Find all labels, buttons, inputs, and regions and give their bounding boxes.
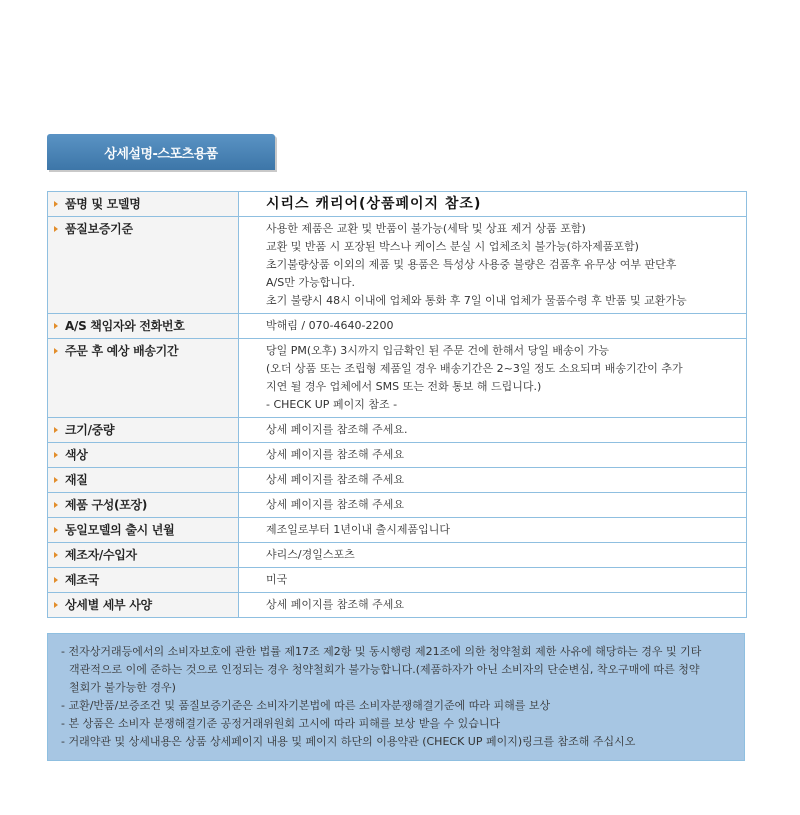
table-row — [48, 418, 747, 443]
row-value-line: 초기불량상품 이외의 제품 및 용품은 특성상 사용중 불량은 검품후 유무상 여부 판단후 — [266, 258, 677, 271]
row-label: 품명 및 모델명 — [65, 197, 141, 211]
notice-box — [47, 633, 745, 761]
row-label: 제조자/수입자 — [65, 548, 137, 562]
row-label-cell — [48, 192, 239, 217]
row-label: 크기/중량 — [65, 423, 115, 437]
table-row — [48, 314, 747, 339]
row-value-cell — [239, 314, 747, 339]
row-label: 색상 — [65, 448, 88, 462]
row-value-line: A/S만 가능합니다. — [266, 276, 355, 289]
arrow-bullet-icon — [54, 323, 58, 329]
table-row — [48, 443, 747, 468]
section-title: 상세설명-스포츠용품 — [104, 146, 218, 162]
arrow-bullet-icon — [54, 201, 58, 207]
row-value-cell — [239, 568, 747, 593]
table-row — [48, 217, 747, 314]
row-value-cell — [239, 493, 747, 518]
row-label: A/S 책임자와 전화번호 — [65, 319, 185, 333]
notice-line: - 거래약관 및 상세내용은 상품 상세페이지 내용 및 페이지 하단의 이용약관 (CHECK UP 페이지)링크를 참조해 주십시오 — [61, 735, 636, 748]
row-label-cell — [48, 543, 239, 568]
row-value-line: 미국 — [266, 573, 288, 586]
row-value-line: 상세 페이지를 참조해 주세요 — [266, 598, 405, 611]
row-value-line: 박해림 / 070-4640-2200 — [266, 319, 394, 332]
row-value-line: - CHECK UP 페이지 참조 - — [266, 398, 398, 411]
arrow-bullet-icon — [54, 226, 58, 232]
row-label-cell — [48, 443, 239, 468]
row-label: 동일모델의 출시 년월 — [65, 523, 175, 537]
row-value-line: 상세 페이지를 참조해 주세요. — [266, 423, 408, 436]
row-value-cell — [239, 518, 747, 543]
arrow-bullet-icon — [54, 552, 58, 558]
notice-line: - 교환/반품/보증조건 및 품질보증기준은 소비자기본법에 따른 소비자분쟁해결기준에 따라 피해를 보상 — [61, 699, 551, 712]
notice-line: - 전자상거래등에서의 소비자보호에 관한 법률 제17조 제2항 및 동시행령 제21조에 의한 청약철회 제한 사유에 해당하는 경우 및 기타 — [61, 645, 702, 658]
table-row — [48, 468, 747, 493]
row-label-cell — [48, 568, 239, 593]
arrow-bullet-icon — [54, 527, 58, 533]
row-value-line: (오더 상품 또는 조립형 제품일 경우 배송기간은 2~3일 정도 소요되며 배송기간이 추가 — [266, 362, 683, 375]
notice-line: 철회가 불가능한 경우) — [69, 681, 176, 694]
arrow-bullet-icon — [54, 452, 58, 458]
table-row — [48, 518, 747, 543]
row-label: 제품 구성(포장) — [65, 498, 147, 512]
row-value-cell — [239, 418, 747, 443]
notice-line: - 본 상품은 소비자 분쟁해결기준 공정거래위원회 고시에 따라 피해를 보상 받을 수 있습니다 — [61, 717, 501, 730]
row-label: 주문 후 예상 배송기간 — [65, 344, 179, 358]
row-value-cell — [239, 443, 747, 468]
row-label: 재질 — [65, 473, 88, 487]
product-info-table — [47, 191, 747, 618]
row-label-cell — [48, 217, 239, 314]
row-value-cell — [239, 468, 747, 493]
row-value-line: 제조일로부터 1년이내 출시제품입니다 — [266, 523, 451, 536]
row-label-cell — [48, 468, 239, 493]
arrow-bullet-icon — [54, 477, 58, 483]
row-value-line: 교환 및 반품 시 포장된 박스나 케이스 분실 시 업체조치 불가능(하자제품포함) — [266, 240, 639, 253]
table-row — [48, 493, 747, 518]
row-label-cell — [48, 593, 239, 618]
row-label-cell — [48, 418, 239, 443]
row-value-cell — [239, 192, 747, 217]
arrow-bullet-icon — [54, 577, 58, 583]
row-value-line: 지연 될 경우 업체에서 SMS 또는 전화 통보 해 드립니다.) — [266, 380, 542, 393]
row-value-line: 사용한 제품은 교환 및 반품이 불가능(세탁 및 상표 제거 상품 포함) — [266, 222, 586, 235]
row-value-cell — [239, 543, 747, 568]
row-value-line: 샤리스/경일스포츠 — [266, 548, 355, 561]
notice-line: 객관적으로 이에 준하는 것으로 인정되는 경우 청약철회가 불가능합니다.(제품하자가 아닌 소비자의 단순변심, 착오구매에 따른 청약 — [69, 663, 700, 676]
row-label: 제조국 — [65, 573, 99, 587]
section-title-tab — [47, 134, 275, 170]
row-value-line: 상세 페이지를 참조해 주세요 — [266, 498, 405, 511]
row-label-cell — [48, 518, 239, 543]
table-row — [48, 568, 747, 593]
row-label-cell — [48, 339, 239, 418]
row-label: 상세별 세부 사양 — [65, 598, 152, 612]
row-value-cell — [239, 217, 747, 314]
row-label-cell — [48, 493, 239, 518]
arrow-bullet-icon — [54, 348, 58, 354]
table-row — [48, 593, 747, 618]
row-value-line: 시리스 캐리어(상품페이지 참조) — [266, 196, 482, 212]
row-value-line: 당일 PM(오후) 3시까지 입금확인 된 주문 건에 한해서 당일 배송이 가능 — [266, 344, 609, 357]
row-value-line: 상세 페이지를 참조해 주세요 — [266, 473, 405, 486]
arrow-bullet-icon — [54, 502, 58, 508]
row-value-cell — [239, 339, 747, 418]
table-row — [48, 192, 747, 217]
row-value-line: 상세 페이지를 참조해 주세요 — [266, 448, 405, 461]
row-label: 품질보증기준 — [65, 222, 133, 236]
arrow-bullet-icon — [54, 427, 58, 433]
arrow-bullet-icon — [54, 602, 58, 608]
row-value-line: 초기 불량시 48시 이내에 업체와 통화 후 7일 이내 업체가 물품수령 후 반품 및 교환가능 — [266, 294, 687, 307]
table-row — [48, 543, 747, 568]
row-value-cell — [239, 593, 747, 618]
row-label-cell — [48, 314, 239, 339]
table-row — [48, 339, 747, 418]
